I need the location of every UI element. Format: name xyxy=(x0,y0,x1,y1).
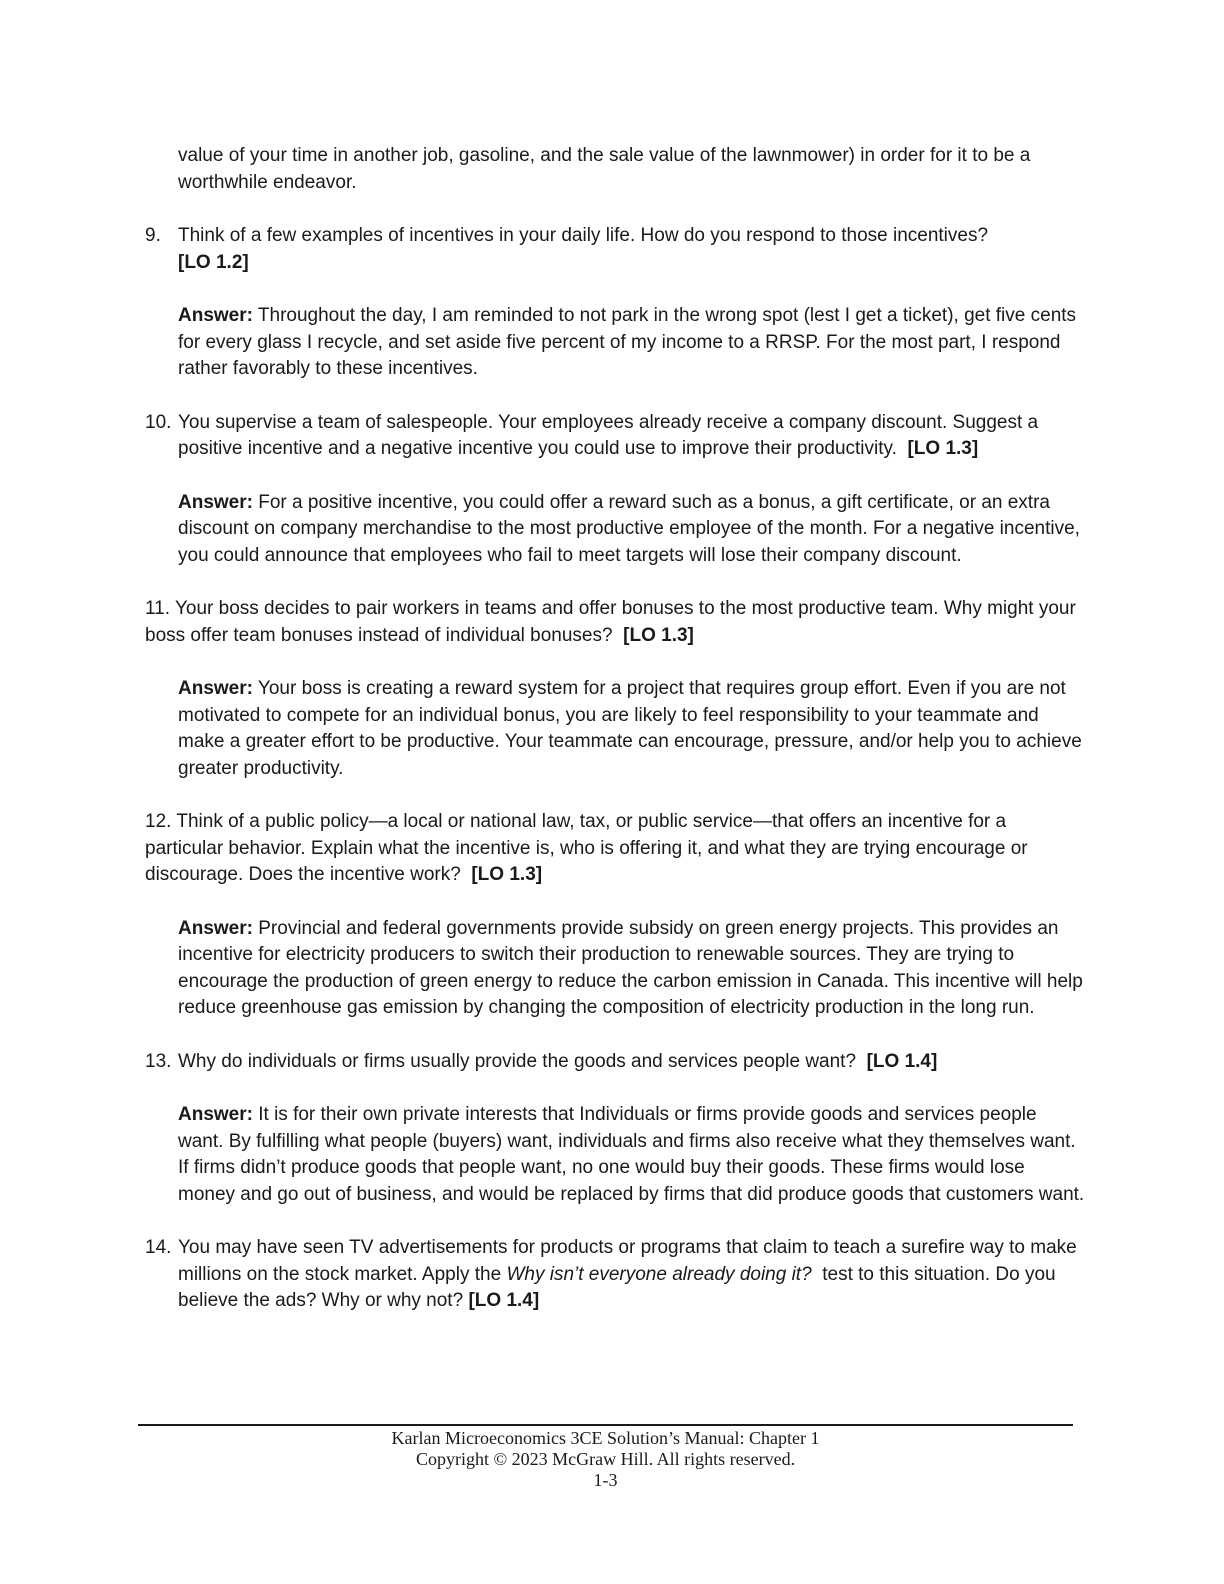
page-footer xyxy=(138,1428,1073,1491)
footer-divider xyxy=(138,1424,1073,1426)
answer-label: Answer: xyxy=(178,491,253,513)
answer-label: Answer: xyxy=(178,1104,253,1125)
answer-label: Answer: xyxy=(178,678,253,699)
footer-page-number: 1-3 xyxy=(593,1470,618,1490)
footer-copyright: Copyright © 2023 McGraw Hill. All rights reserved. xyxy=(415,1449,796,1469)
continuation-paragraph: value of your time in another job, gasoline, and the sale value of the lawnmower) in order for it to be a worthwhile endeavor. xyxy=(178,145,1031,193)
question-text: You supervise a team of salespeople. Your employees already receive a company discount. Suggest a positive incentive and a negative incentive you could use to improve their productivity. xyxy=(178,411,1039,459)
question-10 xyxy=(145,410,1085,463)
answer-13 xyxy=(145,1102,1085,1208)
question-number: 13. xyxy=(145,1050,172,1072)
question-number: 11. xyxy=(145,598,171,619)
question-14 xyxy=(145,1235,1085,1315)
answer-10 xyxy=(145,490,1085,570)
question-text: Think of a few examples of incentives in your daily life. How do you respond to those incentives? xyxy=(178,225,989,246)
question-number: 14. xyxy=(145,1237,172,1258)
question-11 xyxy=(145,596,1085,649)
answer-text: Provincial and federal governments provide subsidy on green energy projects. This provides an incentive for electricity producers to switch their production to renewable sources. They are trying to encourage the production of green energy to reduce the carbon emission in Canada. This incentive will help reduce greenhouse gas emission by changing the composition of electricity production in the long run. xyxy=(178,917,1083,1018)
footer-book-title: Karlan Microeconomics 3CE Solution’s Manual: Chapter 1 xyxy=(391,1428,820,1448)
question-text-continued: test to this situation. Do you believe the ads? Why or why not? xyxy=(178,1263,1056,1311)
answer-text: Your boss is creating a reward system for a project that requires group effort. Even if you are not motivated to compete for an individual bonus, you are likely to feel responsibility to your teammate and make a greater effort to be productive. Your teammate can encourage, pressure, and/or help you to achieve greater productivity. xyxy=(178,678,1082,779)
question-text: Your boss decides to pair workers in teams and offer bonuses to the most productive team. Why might your boss offer team bonuses instead of individual bonuses? xyxy=(145,598,1076,646)
question-number: 10. xyxy=(145,411,172,433)
question-12 xyxy=(145,809,1085,889)
question-text: You may have seen TV advertisements for products or programs that claim to teach a surefire way to make millions on the stock market. Apply the xyxy=(178,1237,1077,1285)
answer-12 xyxy=(145,916,1085,1022)
learning-objective-tag: [LO 1.4] xyxy=(866,1050,938,1072)
answer-9 xyxy=(145,303,1085,383)
answer-11 xyxy=(145,676,1085,782)
answer-text: Throughout the day, I am reminded to not park in the wrong spot (lest I get a ticket), get five cents for every glass I recycle, and set aside five percent of my income to a RRSP. For the most part, I respond rather favorably to these incentives. xyxy=(178,305,1077,379)
learning-objective-tag: [LO 1.3] xyxy=(907,438,979,459)
learning-objective-tag: [LO 1.3] xyxy=(471,864,543,885)
question-9 xyxy=(145,223,1085,276)
question-number: 12. xyxy=(145,811,172,832)
answer-label: Answer: xyxy=(178,917,253,939)
document-body xyxy=(145,143,1085,1342)
answer-text: For a positive incentive, you could offer a reward such as a bonus, a gift certificate, or an extra discount on company merchandise to the most productive employee of the month. For a negative incentive, you could announce that employees who fail to meet targets will lose their company discount. xyxy=(178,491,1080,566)
answer-text: It is for their own private interests that Individuals or firms provide goods and services people want. By fulfilling what people (buyers) want, individuals and firms also receive what they themselves want. If firms didn’t produce goods that people want, no one would buy their goods. These firms would lose money and go out of business, and would be replaced by firms that did produce goods that customers want. xyxy=(178,1104,1085,1205)
question-text: Think of a public policy—a local or national law, tax, or public service—that offers an incentive for a particular behavior. Explain what the incentive is, who is offering it, and what they are trying encourage or discourage. Does the incentive work? xyxy=(145,811,1028,885)
question-13 xyxy=(145,1049,1085,1076)
learning-objective-tag: [LO 1.4] xyxy=(468,1290,540,1311)
learning-objective-tag: [LO 1.2] xyxy=(178,251,249,273)
question-text: Why do individuals or firms usually provide the goods and services people want? xyxy=(178,1050,857,1072)
answer-label: Answer: xyxy=(178,305,253,326)
question-number: 9. xyxy=(145,225,161,246)
question-text-italic: Why isn’t everyone already doing it? xyxy=(506,1263,812,1285)
learning-objective-tag: [LO 1.3] xyxy=(623,624,694,646)
